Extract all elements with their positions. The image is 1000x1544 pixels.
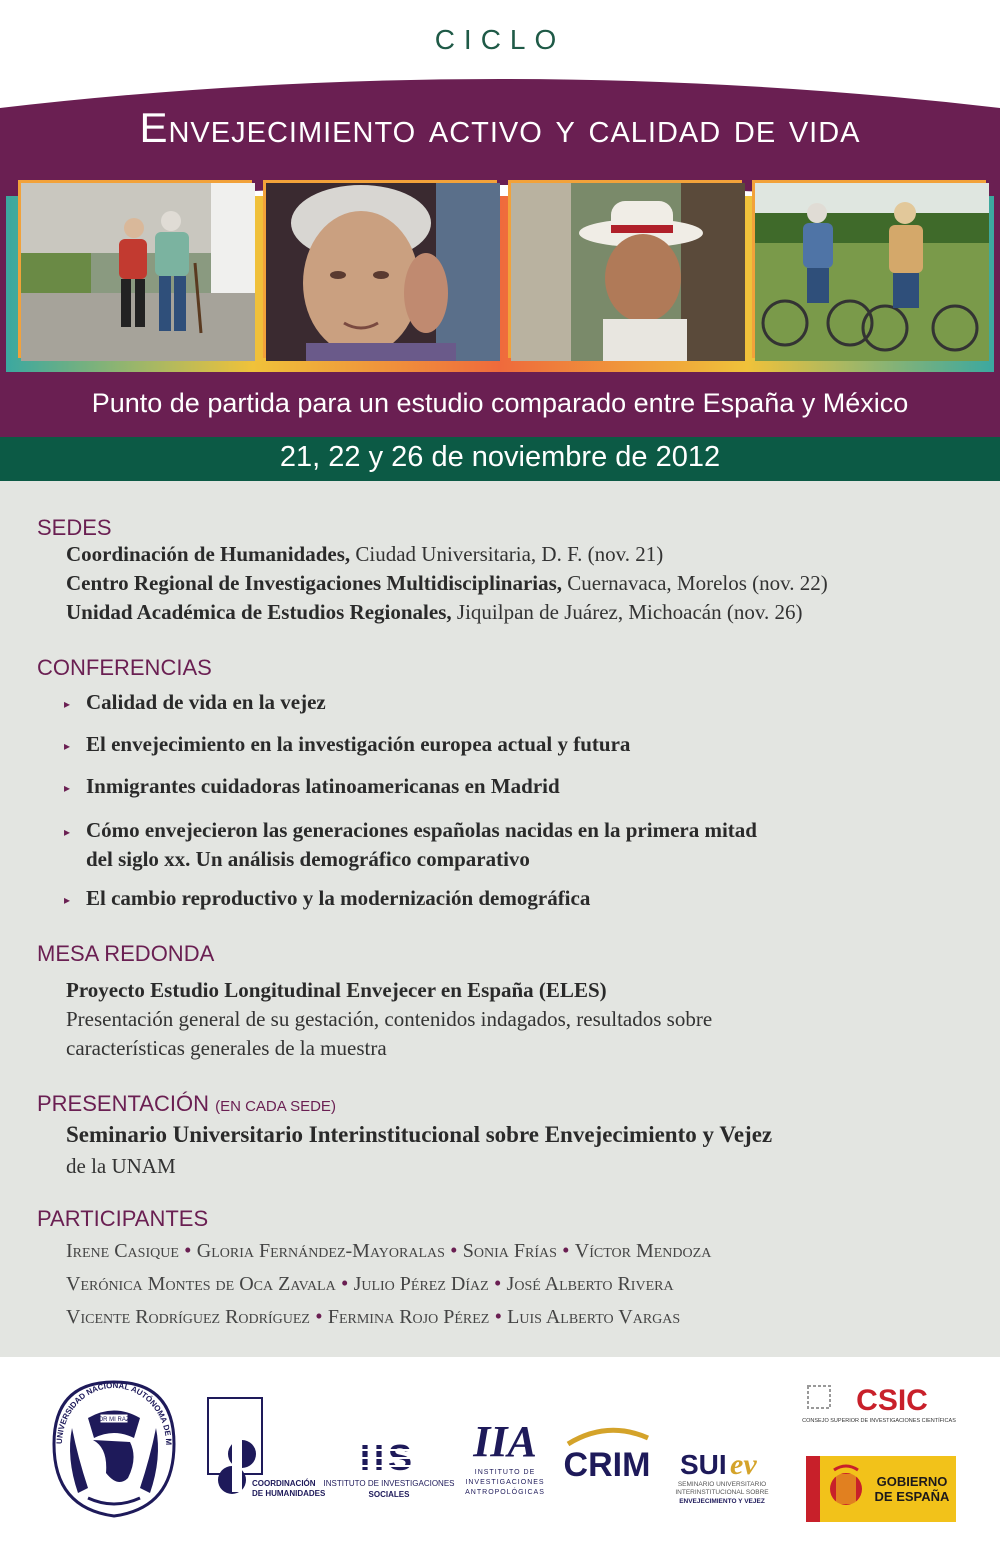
elderly-couple-walking-photo (18, 180, 252, 358)
svg-text:INTERINSTITUCIONAL SOBRE: INTERINSTITUCIONAL SOBRE (675, 1489, 769, 1496)
participant-name: Vicente Rodríguez Rodríguez (66, 1306, 310, 1328)
bullet-icon: ▸ (64, 697, 71, 711)
svg-text:IIS: IIS (359, 1437, 417, 1478)
bullet-icon: ▸ (64, 739, 71, 753)
presentacion-heading: PRESENTACIÓN (EN CADA SEDE) (37, 1091, 336, 1116)
svg-text:ENVEJECIMIENTO Y VEJEZ: ENVEJECIMIENTO Y VEJEZ (679, 1498, 765, 1505)
participant-name: Luis Alberto Vargas (507, 1306, 681, 1328)
svg-text:SEMINARIO UNIVERSITARIO: SEMINARIO UNIVERSITARIO (677, 1481, 767, 1488)
participant-name: Irene Casique (66, 1240, 179, 1262)
mesa-description: características generales de la muestra (66, 1036, 387, 1060)
conference-item: El envejecimiento en la investigación europea actual y futura (86, 732, 631, 756)
conference-item: Cómo envejecieron las generaciones españolas nacidas en la primera mitad (86, 818, 757, 842)
iia-logo (465, 1416, 545, 1511)
elderly-woman-portrait-photo (263, 180, 497, 358)
conference-item: El cambio reproductivo y la modernización demográfica (86, 886, 591, 910)
participant-name: Verónica Montes de Oca Zavala (66, 1273, 336, 1295)
bullet-icon: ▸ (64, 893, 71, 907)
svg-text:ev: ev (730, 1448, 757, 1481)
crim-logo (558, 1424, 656, 1487)
svg-text:CSIC: CSIC (856, 1384, 928, 1417)
conference-item: Calidad de vida en la vejez (86, 690, 326, 714)
sedes-heading: SEDES (37, 515, 112, 540)
svg-text:INVESTIGACIONES: INVESTIGACIONES (465, 1479, 545, 1486)
sede-item: Coordinación de Humanidades, Ciudad Universitaria, D. F. (nov. 21) (66, 542, 664, 566)
participant-name: José Alberto Rivera (506, 1273, 674, 1295)
couple-cycling-photo (752, 180, 986, 358)
participant-name: Fermina Rojo Pérez (327, 1306, 490, 1328)
svg-text:DE ESPAÑA: DE ESPAÑA (874, 1489, 950, 1504)
event-dates: 21, 22 y 26 de noviembre de 2012 (279, 441, 721, 473)
bullet-icon: ▸ (64, 781, 71, 795)
svg-text:ANTROPOLÓGICAS: ANTROPOLÓGICAS (465, 1489, 545, 1496)
participant-name: Julio Pérez Díaz (353, 1273, 489, 1295)
sede-item: Unidad Académica de Estudios Regionales, Jiquilpan de Juárez, Michoacán (nov. 26) (66, 600, 803, 624)
bullet-icon: ▸ (64, 825, 71, 839)
participant-name: Sonia Frías (462, 1240, 557, 1262)
svg-text:CONSEJO SUPERIOR DE INVESTIGAC: CONSEJO SUPERIOR DE INVESTIGACIONES CIENTÍFICAS (802, 1418, 956, 1424)
svg-text:IIA: IIA (473, 1417, 537, 1466)
suiev-logo (666, 1446, 778, 1513)
mesa-description: Presentación general de su gestación, contenidos indagados, resultados sobre (66, 1007, 713, 1031)
participants-row: Verónica Montes de Oca Zavala • Julio Pérez Díaz • José Alberto Rivera (66, 1271, 674, 1295)
elderly-man-hat-photo (508, 180, 742, 358)
csic-logo (802, 1382, 956, 1431)
coordinacion-humanidades-logo (208, 1398, 326, 1507)
presentacion-title: Seminario Universitario Interinstitucional sobre Envejecimiento y Vejez (66, 1122, 773, 1147)
svg-text:INSTITUTO DE: INSTITUTO DE (474, 1469, 536, 1476)
participants-row: Irene Casique • Gloria Fernández-Mayoralas • Sonia Frías • Víctor Mendoza (66, 1238, 712, 1262)
svg-text:COORDINACIÓN: COORDINACIÓN (252, 1479, 316, 1488)
participants-row: Vicente Rodríguez Rodríguez • Fermina Rojo Pérez • Luis Alberto Vargas (66, 1304, 681, 1328)
sede-item: Centro Regional de Investigaciones Multidisciplinarias, Cuernavaca, Morelos (nov. 22) (66, 571, 828, 595)
conferencias-heading: CONFERENCIAS (37, 655, 212, 680)
participantes-heading: PARTICIPANTES (37, 1206, 209, 1231)
participant-name: Gloria Fernández-Mayoralas (196, 1240, 445, 1262)
gobierno-espana-logo (806, 1456, 956, 1527)
svg-text:SUI: SUI (680, 1449, 727, 1480)
iis-logo (323, 1437, 455, 1505)
svg-text:SOCIALES: SOCIALES (368, 1490, 410, 1499)
presentacion-sub: de la UNAM (66, 1154, 176, 1178)
svg-text:UNIVERSIDAD NACIONAL AUTÓNOMA: UNIVERSIDAD NACIONAL AUTÓNOMA DE M (54, 1380, 174, 1446)
svg-text:CRIM: CRIM (563, 1446, 651, 1484)
svg-text:INSTITUTO DE INVESTIGACIONES: INSTITUTO DE INVESTIGACIONES (323, 1479, 455, 1488)
conference-item-continued: del siglo xx. Un análisis demográfico comparativo (86, 847, 530, 871)
kicker: CICLO (434, 24, 566, 55)
unam-logo (48, 1378, 180, 1523)
conference-item: Inmigrantes cuidadoras latinoamericanas en Madrid (86, 774, 560, 798)
svg-text:POR MI RAZA: POR MI RAZA (94, 1417, 134, 1423)
mesa-heading: MESA REDONDA (37, 941, 215, 966)
page-title: Envejecimiento activo y calidad de vida (139, 104, 861, 151)
svg-text:DE HUMANIDADES: DE HUMANIDADES (252, 1489, 326, 1498)
svg-text:GOBIERNO: GOBIERNO (876, 1474, 948, 1489)
subtitle: Punto de partida para un estudio comparado entre España y México (91, 388, 909, 418)
participant-name: Víctor Mendoza (574, 1240, 712, 1262)
mesa-title: Proyecto Estudio Longitudinal Envejecer en España (ELES) (66, 978, 607, 1002)
